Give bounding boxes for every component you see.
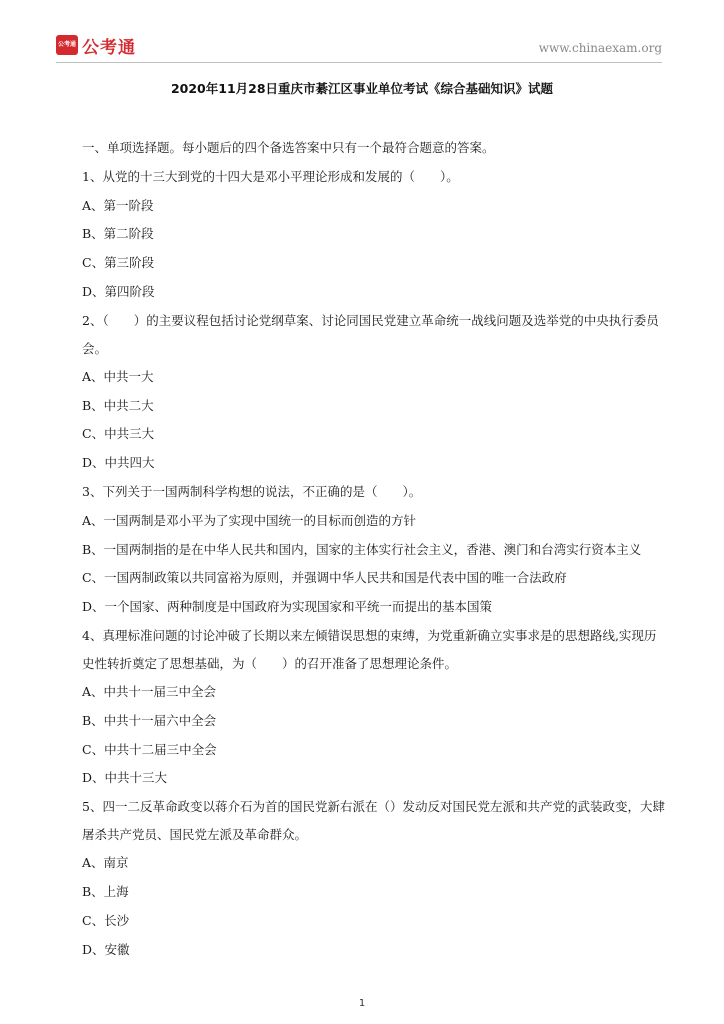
logo-text: 公考通 <box>82 38 136 58</box>
option-a: A、中共十一届三中全会 <box>82 683 217 699</box>
option-c: C、第三阶段 <box>82 255 155 271</box>
document-body <box>82 134 666 964</box>
question-stem: 5、四一二反革命政变以蒋介石为首的国民党新右派在（）发动反对国民党左派和共产党的武装政变，大肆屠杀共产党员、国民党左派及革命群众。 <box>82 799 665 843</box>
question-1 <box>82 163 666 307</box>
option-d: D、中共十三大 <box>82 770 168 786</box>
option-b: B、中共十一届六中全会 <box>82 712 217 728</box>
option-a: A、第一阶段 <box>82 197 154 213</box>
site-url: www.chinaexam.org <box>538 41 662 55</box>
question-stem: 2、（ ）的主要议程包括讨论党纲草案、讨论同国民党建立革命统一战线问题及选举党的中央执行委员会。 <box>82 312 659 356</box>
question-5 <box>82 793 666 964</box>
logo-icon: 公考通 <box>56 35 78 55</box>
question-4 <box>82 622 666 793</box>
option-a: A、南京 <box>82 855 129 871</box>
option-d: D、中共四大 <box>82 455 155 471</box>
option-a: A、一国两制是邓小平为了实现中国统一的目标而创造的方针 <box>82 512 417 528</box>
option-d: D、安徽 <box>82 941 130 957</box>
header-divider <box>56 62 662 63</box>
option-c: C、中共十二届三中全会 <box>82 741 217 757</box>
question-stem: 3、下列关于一国两制科学构想的说法，不正确的是（ ）。 <box>82 483 422 499</box>
option-c: C、一国两制政策以共同富裕为原则，并强调中华人民共和国是代表中国的唯一合法政府 <box>82 570 567 586</box>
section-heading: 一、单项选择题。每小题后的四个备选答案中只有一个最符合题意的答案。 <box>82 140 495 155</box>
option-b: B、第二阶段 <box>82 226 154 242</box>
option-b: B、一国两制指的是在中华人民共和国内，国家的主体实行社会主义，香港、澳门和台湾实行资本主义 <box>82 541 642 557</box>
option-a: A、中共一大 <box>82 368 154 384</box>
option-c: C、中共三大 <box>82 426 155 442</box>
option-c: C、长沙 <box>82 912 130 928</box>
option-d: D、第四阶段 <box>82 283 155 299</box>
document-title: 2020年11月28日重庆市綦江区事业单位考试《综合基础知识》试题 <box>170 81 554 96</box>
page-header <box>56 34 662 60</box>
page-number: 1 <box>358 998 366 1009</box>
question-stem: 1、从党的十三大到党的十四大是邓小平理论形成和发展的（ ）。 <box>82 168 459 184</box>
question-stem: 4、真理标准问题的讨论冲破了长期以来左倾错误思想的束缚，为党重新确立实事求是的思想路线,实现历史性转折奠定了思想基础，为（ ）的召开准备了思想理论条件。 <box>82 627 657 671</box>
question-3 <box>82 478 666 622</box>
option-d: D、一个国家、两种制度是中国政府为实现国家和平统一而提出的基本国策 <box>82 599 493 615</box>
option-b: B、中共二大 <box>82 397 154 413</box>
option-b: B、上海 <box>82 883 129 899</box>
question-2 <box>82 307 666 478</box>
